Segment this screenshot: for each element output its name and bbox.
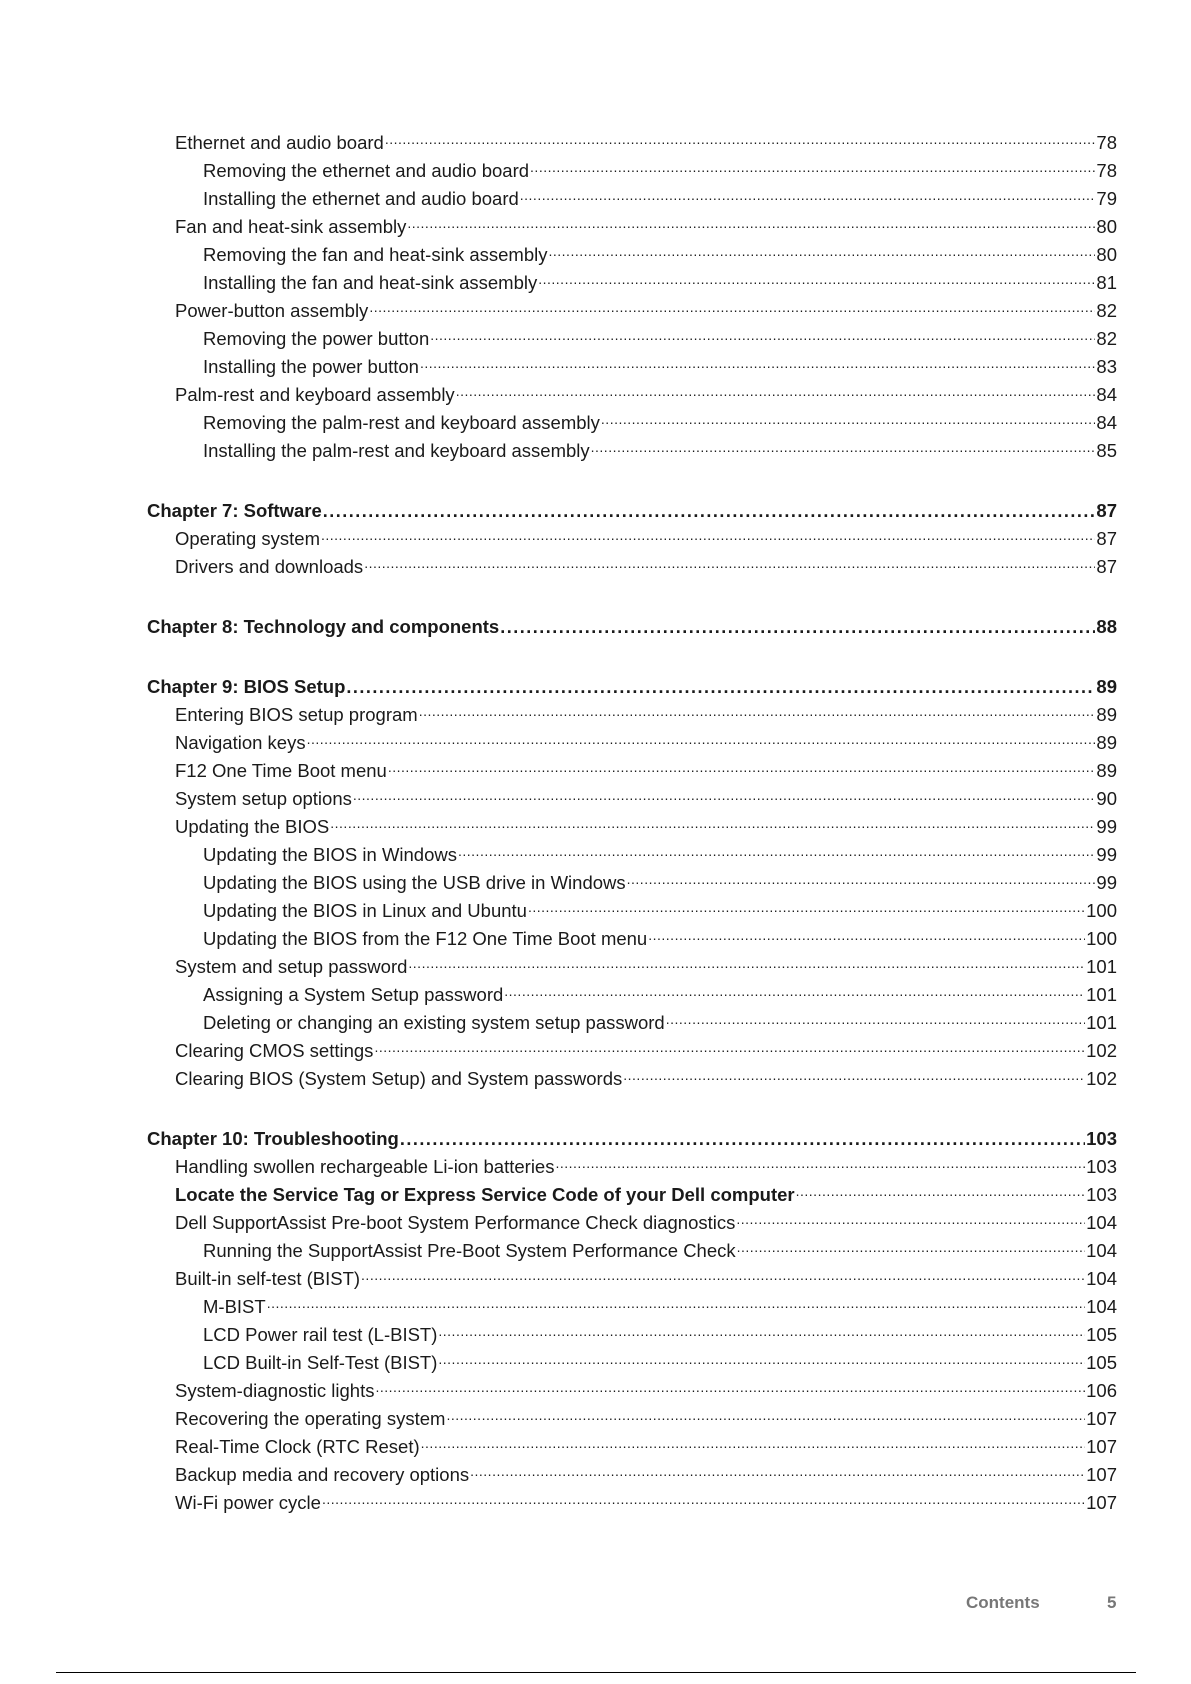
toc-entry-page: 106 — [1086, 1380, 1117, 1401]
toc-entry-title: Power-button assembly — [175, 300, 369, 321]
dot-leader — [530, 156, 1095, 178]
toc-entry-page: 102 — [1086, 1068, 1117, 1089]
toc-entry-title: System-diagnostic lights — [175, 1380, 375, 1401]
toc-entry[interactable] — [147, 1234, 1117, 1262]
toc-entry-page: 85 — [1096, 440, 1117, 461]
toc-entry[interactable] — [147, 950, 1117, 978]
toc-entry[interactable] — [147, 1034, 1117, 1062]
toc-entry[interactable] — [147, 522, 1117, 550]
dot-leader — [796, 1180, 1086, 1202]
toc-entry[interactable] — [147, 182, 1117, 210]
toc-entry-title: Installing the ethernet and audio board — [203, 188, 519, 209]
toc-entry-title: Installing the fan and heat-sink assembly — [203, 272, 538, 293]
dot-leader — [375, 1376, 1085, 1398]
toc-entry[interactable] — [147, 1006, 1117, 1034]
toc-entry-page: 87 — [1096, 556, 1117, 577]
toc-entry[interactable] — [147, 810, 1117, 838]
toc-entry-page: 104 — [1086, 1240, 1117, 1261]
toc-entry[interactable] — [147, 378, 1117, 406]
dot-leader — [330, 812, 1095, 834]
toc-entry[interactable] — [147, 1458, 1117, 1486]
toc-entry[interactable] — [147, 294, 1117, 322]
toc-entry-page: 99 — [1096, 844, 1117, 865]
toc-entry-title: Installing the power button — [203, 356, 419, 377]
toc-entry-title: Updating the BIOS in Windows — [203, 844, 457, 865]
dot-leader — [504, 980, 1085, 1002]
toc-entry-page: 105 — [1086, 1324, 1117, 1345]
toc-entry[interactable] — [147, 1206, 1117, 1234]
toc-entry-page: 104 — [1086, 1268, 1117, 1289]
toc-entry[interactable] — [147, 754, 1117, 782]
toc-entry-page: 100 — [1086, 900, 1117, 921]
toc-chapter-title: Chapter 9: BIOS Setup — [147, 676, 346, 697]
dot-leader — [430, 324, 1095, 346]
toc-entry-page: 78 — [1096, 132, 1117, 153]
dot-leader — [369, 296, 1095, 318]
toc-entry-title: Removing the palm-rest and keyboard assembly — [203, 412, 600, 433]
toc-entry[interactable] — [147, 210, 1117, 238]
toc-entry-page: 107 — [1086, 1436, 1117, 1457]
toc-entry-page: 87 — [1096, 528, 1117, 549]
toc-entry[interactable] — [147, 1262, 1117, 1290]
toc-entry-title: Wi-Fi power cycle — [175, 1492, 321, 1513]
dot-leader — [323, 500, 1096, 522]
toc-entry-page: 83 — [1096, 356, 1117, 377]
toc-entry-page: 82 — [1096, 328, 1117, 349]
dot-leader — [500, 616, 1095, 638]
toc-entry-title: Dell SupportAssist Pre-boot System Performance Check diagnostics — [175, 1212, 736, 1233]
toc-entry[interactable] — [147, 1318, 1117, 1346]
toc-entry-title: Backup media and recovery options — [175, 1464, 470, 1485]
dot-leader — [364, 552, 1095, 574]
toc-entry[interactable] — [147, 238, 1117, 266]
toc-entry-title: Updating the BIOS — [175, 816, 330, 837]
toc-entry-page: 99 — [1096, 872, 1117, 893]
toc-chapter-title: Chapter 10: Troubleshooting — [147, 1128, 399, 1149]
toc-entry-page: 81 — [1096, 272, 1117, 293]
toc-entry-title: Real-Time Clock (RTC Reset) — [175, 1436, 420, 1457]
dot-leader — [555, 1152, 1085, 1174]
toc-entry-title: Updating the BIOS in Linux and Ubuntu — [203, 900, 527, 921]
toc-entry-page: 103 — [1086, 1184, 1117, 1205]
toc-entry[interactable] — [147, 1374, 1117, 1402]
dot-leader — [446, 1404, 1085, 1426]
dot-leader — [388, 756, 1096, 778]
toc-entry-page: 78 — [1096, 160, 1117, 181]
toc-entry-title: LCD Built-in Self-Test (BIST) — [203, 1352, 438, 1373]
dot-leader — [438, 1320, 1085, 1342]
toc-entry-page: 101 — [1086, 984, 1117, 1005]
toc-entry[interactable] — [147, 726, 1117, 754]
toc-entry-title: Removing the fan and heat-sink assembly — [203, 244, 548, 265]
toc-entry[interactable] — [147, 406, 1117, 434]
dot-leader — [322, 1488, 1085, 1510]
dot-leader — [421, 1432, 1085, 1454]
toc-entry-page: 102 — [1086, 1040, 1117, 1061]
toc-entry[interactable] — [147, 698, 1117, 726]
toc-entry-page: 79 — [1096, 188, 1117, 209]
toc-entry[interactable] — [147, 154, 1117, 182]
toc-entry-title: Deleting or changing an existing system setup password — [203, 1012, 665, 1033]
toc-entry-title: Entering BIOS setup program — [175, 704, 418, 725]
toc-chapter-page: 89 — [1096, 676, 1117, 697]
toc-entry-title: Removing the ethernet and audio board — [203, 160, 530, 181]
toc-entry-page: 80 — [1096, 216, 1117, 237]
dot-leader — [648, 924, 1085, 946]
toc-chapter[interactable] — [147, 494, 1117, 522]
toc-entry-page: 107 — [1086, 1492, 1117, 1513]
dot-leader — [361, 1264, 1085, 1286]
dot-leader — [420, 352, 1095, 374]
toc-entry-page: 89 — [1096, 732, 1117, 753]
toc-entry-page: 105 — [1086, 1352, 1117, 1373]
dot-leader — [549, 240, 1096, 262]
toc-entry-page: 107 — [1086, 1464, 1117, 1485]
dot-leader — [374, 1036, 1085, 1058]
toc-chapter-page: 103 — [1086, 1128, 1117, 1149]
toc-entry-page: 104 — [1086, 1296, 1117, 1317]
toc-entry-page: 100 — [1086, 928, 1117, 949]
toc-entry[interactable] — [147, 550, 1117, 578]
dot-leader — [591, 436, 1096, 458]
toc-entry[interactable] — [147, 894, 1117, 922]
toc-entry-title: Clearing BIOS (System Setup) and System passwords — [175, 1068, 623, 1089]
toc-entry[interactable] — [147, 866, 1117, 894]
toc-entry[interactable] — [147, 434, 1117, 462]
toc-entry-title: Palm-rest and keyboard assembly — [175, 384, 455, 405]
toc-entry-page: 101 — [1086, 1012, 1117, 1033]
dot-leader — [520, 184, 1096, 206]
toc-entry-title: Updating the BIOS from the F12 One Time Boot menu — [203, 928, 648, 949]
dot-leader — [627, 868, 1096, 890]
toc-entry[interactable] — [147, 978, 1117, 1006]
toc-entry-title: Clearing CMOS settings — [175, 1040, 374, 1061]
toc-entry-title: Updating the BIOS using the USB drive in Windows — [203, 872, 626, 893]
toc-entry[interactable] — [147, 1150, 1117, 1178]
toc-entry[interactable] — [147, 322, 1117, 350]
toc-entry-title: Operating system — [175, 528, 320, 549]
toc-entry-page: 80 — [1096, 244, 1117, 265]
toc-entry-page: 101 — [1086, 956, 1117, 977]
toc-entry-title: Ethernet and audio board — [175, 132, 384, 153]
dot-leader — [400, 1128, 1085, 1150]
toc-chapter[interactable] — [147, 610, 1117, 638]
dot-leader — [736, 1208, 1085, 1230]
footer-page-number: 5 — [1107, 1593, 1117, 1612]
footer-section-label: Contents — [966, 1593, 1040, 1612]
toc-entry-title: Fan and heat-sink assembly — [175, 216, 407, 237]
toc-entry-page: 89 — [1096, 704, 1117, 725]
toc-entry[interactable] — [147, 1346, 1117, 1374]
toc-entry[interactable] — [147, 922, 1117, 950]
dot-leader — [346, 676, 1095, 698]
toc-entry[interactable] — [147, 126, 1117, 154]
dot-leader — [307, 728, 1096, 750]
toc-entry-title: Built-in self-test (BIST) — [175, 1268, 361, 1289]
dot-leader — [438, 1348, 1085, 1370]
toc-entry-page: 103 — [1086, 1156, 1117, 1177]
toc-entry-page: 90 — [1096, 788, 1117, 809]
toc-entry[interactable] — [147, 350, 1117, 378]
toc-entry-page: 99 — [1096, 816, 1117, 837]
toc-entry[interactable] — [147, 1486, 1117, 1514]
toc-entry-title: Assigning a System Setup password — [203, 984, 504, 1005]
dot-leader — [385, 128, 1096, 150]
toc-chapter-title: Chapter 7: Software — [147, 500, 322, 521]
dot-leader — [666, 1008, 1085, 1030]
dot-leader — [267, 1292, 1085, 1314]
dot-leader — [456, 380, 1096, 402]
dot-leader — [407, 212, 1095, 234]
dot-leader — [601, 408, 1096, 430]
toc-entry-page: 89 — [1096, 760, 1117, 781]
toc-entry-page: 107 — [1086, 1408, 1117, 1429]
dot-leader — [419, 700, 1096, 722]
toc-entry-page: 104 — [1086, 1212, 1117, 1233]
toc-entry[interactable] — [147, 838, 1117, 866]
toc-chapter[interactable] — [147, 670, 1117, 698]
dot-leader — [458, 840, 1095, 862]
toc-entry[interactable] — [147, 1178, 1117, 1206]
toc-entry-title: M-BIST — [203, 1296, 266, 1317]
toc-entry-title: Locate the Service Tag or Express Service Code of your Dell computer — [175, 1184, 795, 1205]
footer-divider — [56, 1672, 1136, 1673]
toc-chapter-page: 88 — [1096, 616, 1117, 637]
toc-entry[interactable] — [147, 782, 1117, 810]
toc-entry-title: Handling swollen rechargeable Li-ion batteries — [175, 1156, 555, 1177]
toc-entry[interactable] — [147, 1290, 1117, 1318]
table-of-contents — [147, 126, 1117, 1514]
toc-entry-title: System setup options — [175, 788, 352, 809]
toc-entry-title: Removing the power button — [203, 328, 430, 349]
toc-entry-title: System and setup password — [175, 956, 408, 977]
toc-entry-title: Installing the palm-rest and keyboard assembly — [203, 440, 590, 461]
dot-leader — [353, 784, 1096, 806]
dot-leader — [408, 952, 1085, 974]
toc-chapter-title: Chapter 8: Technology and components — [147, 616, 500, 637]
toc-entry-title: LCD Power rail test (L-BIST) — [203, 1324, 438, 1345]
toc-entry[interactable] — [147, 1062, 1117, 1090]
dot-leader — [623, 1064, 1085, 1086]
toc-entry-page: 84 — [1096, 412, 1117, 433]
toc-entry-title: Running the SupportAssist Pre-Boot System Performance Check — [203, 1240, 736, 1261]
toc-entry[interactable] — [147, 1402, 1117, 1430]
dot-leader — [528, 896, 1085, 918]
dot-leader — [538, 268, 1095, 290]
toc-entry-title: Navigation keys — [175, 732, 306, 753]
toc-entry-title: Drivers and downloads — [175, 556, 364, 577]
toc-entry-page: 84 — [1096, 384, 1117, 405]
toc-entry-page: 82 — [1096, 300, 1117, 321]
toc-chapter-page: 87 — [1096, 500, 1117, 521]
dot-leader — [321, 524, 1095, 546]
toc-entry-title: Recovering the operating system — [175, 1408, 446, 1429]
toc-entry[interactable] — [147, 1430, 1117, 1458]
dot-leader — [737, 1236, 1085, 1258]
toc-entry-title: F12 One Time Boot menu — [175, 760, 387, 781]
toc-entry[interactable] — [147, 266, 1117, 294]
dot-leader — [470, 1460, 1085, 1482]
toc-chapter[interactable] — [147, 1122, 1117, 1150]
